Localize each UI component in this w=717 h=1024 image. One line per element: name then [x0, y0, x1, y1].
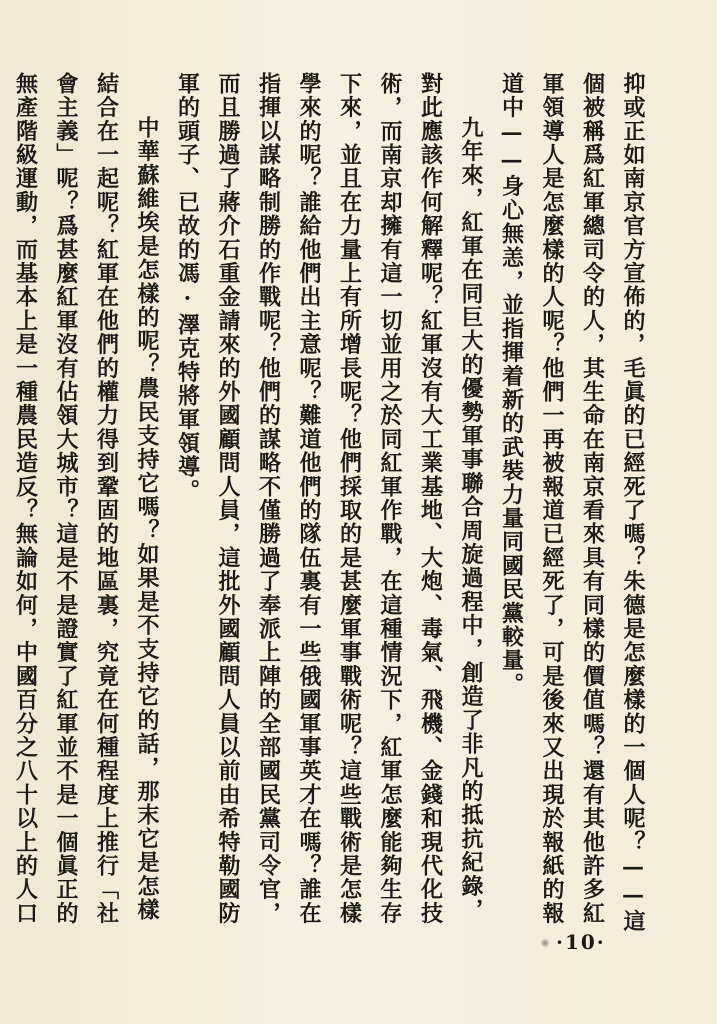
paragraph-2: 九年來，紅軍在同巨大的優勢軍事聯合周旋過程中，創造了非凡的抵抗紀錄，對此應該作何解釋呢？紅軍沒有大工業基地、大炮、毒氣、飛機、金錢和現代化技術，而南京却擁有這一切並用之於同紅軍作戰，在這種情況下，紅軍怎麼能夠生存下來，並且在力量上有所增長呢？他們採取的是甚麼軍事戰術呢？這些戰術是怎樣學來的呢？誰給他們出主意呢？難道他們的隊伍裏有一些俄國軍事英才在嗎？誰在指揮以謀略制勝的作戰呢？他們的謀略不僅勝過了奉派上陣的全部國民黨司令官，而且勝過了蔣介石重金請來的外國顧問人員，這批外國顧問人員以前由希特勒國防軍的頭子、已故的馮·澤克特將軍領導。 [174, 72, 484, 926]
paragraph-3: 中華蘇維埃是怎樣的呢？農民支持它嗎？如果是不支持它的話，那末它是怎樣結合在一起呢？紅軍在他們的權力得到鞏固的地區裏，究竟在何種程度上推行「社會主義」呢？爲甚麼紅軍沒有佔領大城市？這是不是證實了紅軍並不是一個眞正的無產階級運動，而基本上是一種農民造反？無論如何，中國百分之八十以上的人口 [12, 72, 160, 926]
body-text [0, 72, 653, 942]
ink-spot [540, 938, 550, 948]
paragraph-1: 抑或正如南京官方宣佈的，毛眞的已經死了嗎？朱德是怎麼樣的一個人呢？——這個被稱爲紅軍總司令的人，其生命在南京看來具有同樣的價值嗎？還有其他許多紅軍領導人是怎麼樣的人呢？他們一再被報道已經死了，可是後來又出現於報紙的報道中——身心無恙，並指揮着新的武裝力量同國民黨較量。 [498, 72, 646, 934]
page-number: ·10· [556, 930, 606, 954]
